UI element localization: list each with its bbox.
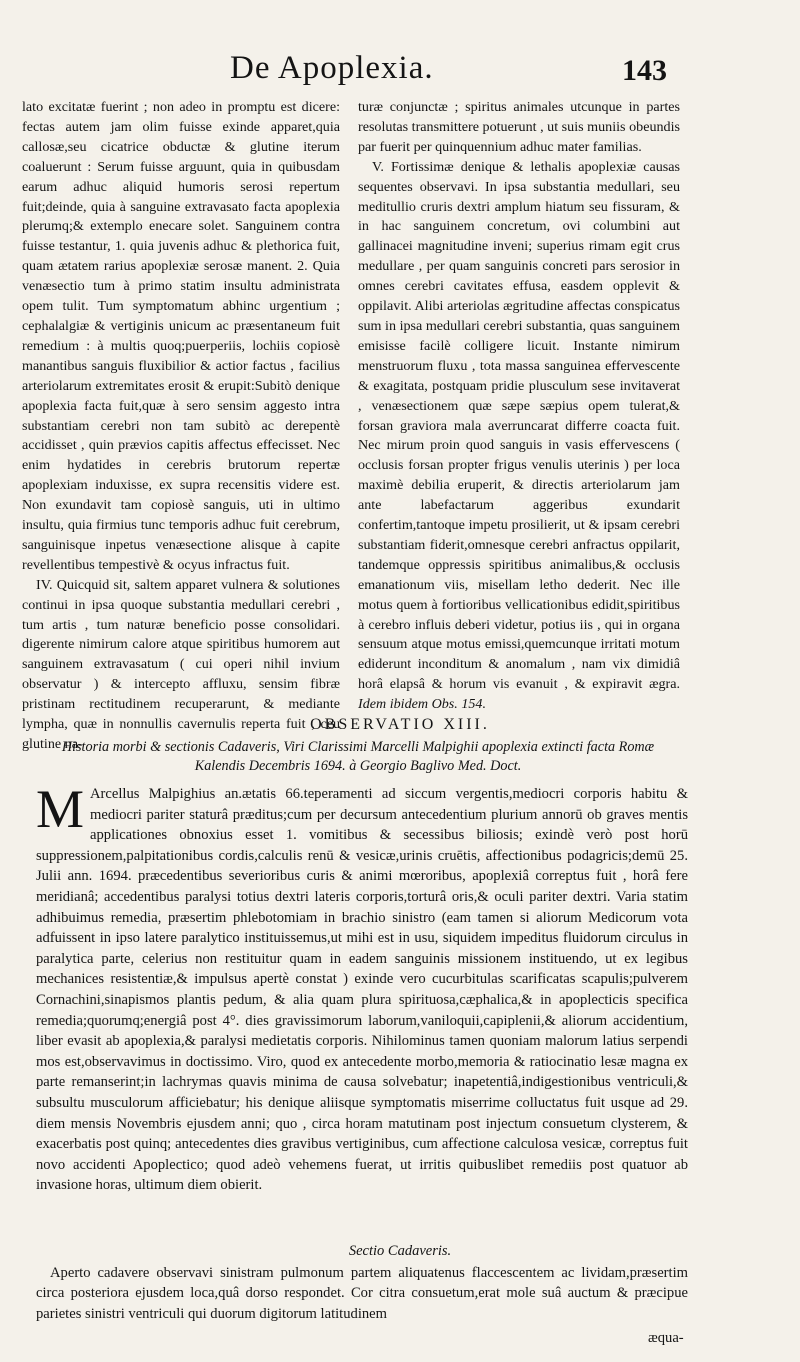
- page-number: 143: [622, 54, 667, 87]
- catchword: æqua-: [648, 1330, 684, 1346]
- running-header: [0, 50, 800, 98]
- right-column: [358, 98, 680, 715]
- source-reference: Idem ibidem Obs. 154.: [358, 696, 486, 713]
- running-title: De Apoplexia.: [230, 50, 434, 86]
- sectio-heading: Sectio Cadaveris.: [348, 1243, 452, 1259]
- sectio-text-block: [36, 1263, 688, 1324]
- left-paragraph-2: IV. Quicquid sit, saltem apparet vulnera & solutiones continui in ipsa quoque substantia medullari cerebri , tum artis , tum naturæ beneficio posse consolidari. digerente nimirum calore atque spiritibus humorem aut sanguinem extravasatum ( cui operi nihil invium observatur ) & intercepto affluxu, sensim fibræ pristinam rectitudinem recuperarunt, & mediante lympha, quæ in nonnullis cavernulis reperta fuit , ceu glutine na-: [22, 576, 340, 752]
- observatio-subtitle: Historia morbi & sectionis Cadaveris, Viri Clarissimi Marcelli Malpighii apoplexia extincti facta Romæ Kalendis Decembris 1694. à Georgio Baglivo Med. Doct.: [61, 739, 655, 774]
- right-paragraph-2-text: V. Fortissimæ denique & lethalis apoplexiæ causas sequentes observavi. In ipsa substantia medullari, seu meditullio cruris dextri amplum hiatum seu fissuram, & in hac sanguinem concretum, ovi columbini aut gallinacei magnitudine inveni; superius rimam egit crus medullare , per quam sanguinis concreti pars serosior in omnes cerebri cavitates effusa, easdem opplevit & oppilavit. Alibi arteriolas ægritudine affectas conspicatus sum in ipsa medullari cerebri substantia, quas sanguinem emisisse facilè colligere licuit. Instante nimirum menstruorum fluxu , tota massa sanguinea effervescente & exagitata, postquam pridie plusculum sese invitaverat , venæsectionem quæ sæpe sæpius opem tulerat,& forsan graviora mala averruncarat differre coacta fuit. Nec mirum proin quod sanguis in vasis effervescens ( occlusis forsan propter frigus venulis uterinis ) per loca maximè debilia eruperit, & directis arteriolarum jam ante labefactarum aggeribus exundarit confertim,tantoque impetu prosilierit, ut & ipsam cerebri substantiam fiderit,omnesque cerebri anfractus oppilarit, tandemque oppressis spiritibus animalibus,& occlusis emanationum viis, misellam letho dederit. Nec ille motus quem à fortioribus vellicationibus edidit,spiritibus à cerebro influis deberi videtur, potius iis , qui in organa sensuum atque motus emissi,quemcunque irritati motum ediderunt inconditum & anomalum , nam vix dimidiâ horâ elapsâ & horum vis evanuit , & expiravit ægra.: [358, 158, 680, 693]
- right-paragraph-1: turæ conjunctæ ; spiritus animales utcunque in partes resolutas transmittere potuerunt , ut suis muniis obeundis par fuerit per quinquennium adhuc mater familias.: [358, 99, 680, 155]
- case-history: [36, 779, 688, 1196]
- left-paragraph-1: lato excitatæ fuerint ; non adeo in promptu est dicere: fectas autem jam olim fuisse exinde apparet,quia callosæ,seu cicatrice obductæ & glutine iterum coaluerunt : Serum fuisse arguunt, quia in quibusdam earum adhuc aliquid humoris serosi repertum fuit;deinde, quia à sanguine extravasato facta apoplexia plerumq;& extemplo enecare solet. Sanguinem contra fuisse testantur, 1. quia juvenis adhuc & plethorica fuit, quam ætatem rarius apoplexiæ serosæ manent. 2. Quia venæsectio tum à primo statim insultu administrata opem tulit. Tum symptomatum abhinc urgentium ; cephalalgiæ & vertiginis unicum ac præsentaneum fuit remedium : à multis quoq;puerperiis, lochiis copiosè manantibus sanguis fluxibilior & actior factus , facilius arteriolarum extremitates erosit & erupit:Subitò denique apoplexia facta fuit,quæ à sero sensim aggesto intra substantiam cerebri non tam subitò ac derepentè accidisset , quin prævios capitis affectus effecisset. Nec enim hydatides in cerebris brutorum repertæ apoplexiam induxisse, ex supra recensitis videre est. Non exundavit tam copiosè sanguis, uti in ultimo insultu, quia firmius tunc temporis adhuc fuit cerebrum, sanguinisque inpetus venæsectione alisque à capite revellentibus tempestivè & ocyus infractus fuit.: [22, 99, 340, 573]
- observatio-heading: OBSERVATIO XIII.: [310, 716, 490, 733]
- sectio-text: Aperto cadavere observavi sinistram pulmonum partem aliquatenus flaccescentem ac lividam,præsertim circa posteriora ejusdem loca,quâ dorso respondet. Cor citra consuetum,erat mole suâ auctum & præcipue parietes sinistri ventriculi qui duorum digitorum latitudinem: [36, 1265, 688, 1322]
- case-history-text: Arcellus Malpighius an.ætatis 66.teperamenti ad siccum vergentis,mediocri corporis habitu & mediocri pariter staturâ præditus;cum per decursum antecedentium plurium annorū ob graves mentis applicationes obnoxius esset 1. vomitibus & secessibus biliosis; exindè verò post horū suppressionem,palpitationibus cordis,calculis renū & vesicæ,urinis cruētis, affectionibus podagricis;demū 25. Julii ann. 1694. præcedentibus severioribus curis & animi mœroribus, apoplexiâ correptus fuit , horâ fere meridianâ; accedentibus paralysi totius dextri lateris corporis,torturâ oris,& oculi pariter dextri. Varia statim adhibuimus remedia, præsertim phlebotomiam in brachio sinistro (eam tamen si aliorum Medicorum vota adfuissent in ipso latere paralytico instituissemus,ut mihi est in usu, siquidem impeditus fluidorum circulus in paralytica parte, celerius non restituitur quam in eadem sanguinis missionem instituendo, ut ex legibus mechanices resistentiæ,& impulsus apertè constat ) exinde vero cucurbitulas scarificatas scapulis;pulverem Cornachini,sinapismos plantis pedum, & alia quam plura spirituosa,cæphalica,& in apoplecticis specifica remedia;quorumq;energiâ post 4°. dies gravissimorum laborum,vaniloquii,capiplenii,& aliorum accidentium, liber evasit ab apoplexia,& paralysi medietatis corporis. Nihilominus tamen quoniam malorum latius serpendi mos est,observavimus in doctissimo. Viro, quod ex antecedente morbo,memoria & ratiocinatio lesæ magna ex parte remanserint;in lachrymas quavis minima de causa solvebatur; inapetentiâ,indigestionibus ventriculi,& subsultu musculorum afficiebatur; his denique aliisque symptomatis miserrime colluctatus fuit usque ad 29. diem mensis Novembris ejusdem anni; quo , circa horam matutinam post injectum consuetum clysterem, & exacerbatis post quinq; antecedentes dies gravibus vertiginibus, cum affectione calculosa vesicæ, correptus fuit novo accidenti Apoplectico; quod adeò vehemens fuerat, ut irritis quibuslibet remediis post quatuor ab invasione horas, ultimum diem obierit.: [36, 786, 688, 1194]
- right-paragraph-2: [358, 158, 680, 715]
- left-column: [22, 98, 340, 755]
- drop-cap: M: [36, 779, 85, 839]
